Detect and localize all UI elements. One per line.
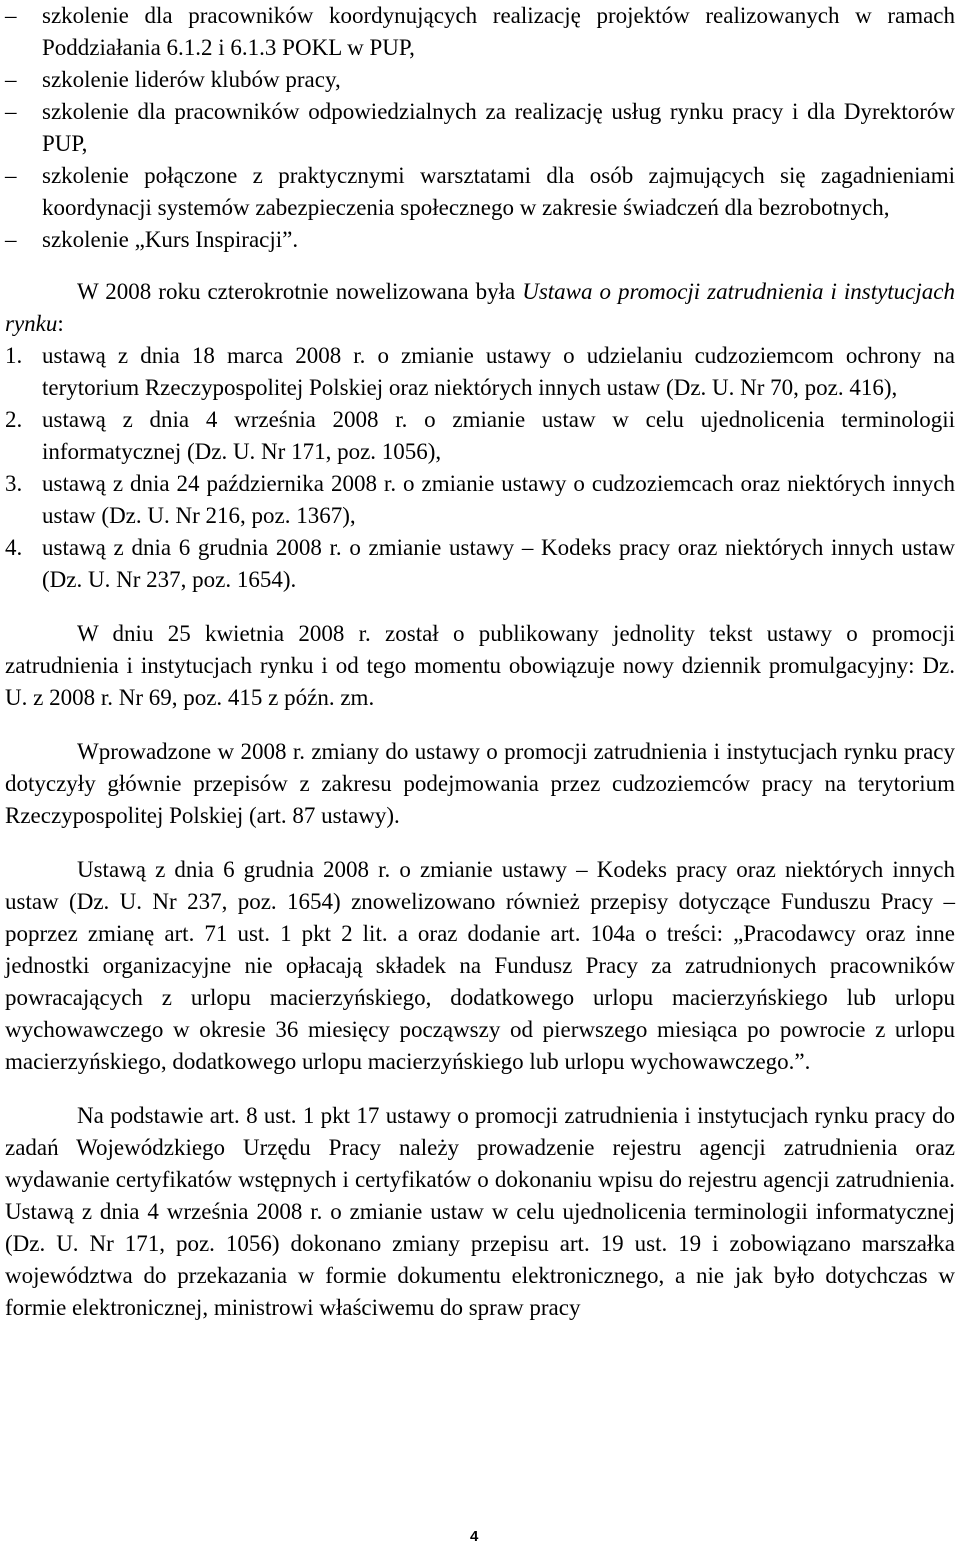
- dash-marker: –: [5, 3, 17, 28]
- amendments-list: [5, 340, 955, 596]
- list-item: [5, 96, 955, 160]
- list-item-text: szkolenie dla pracowników koordynujących realizację projektów realizowanych w ramach Poddziałania 6.1.2 i 6.1.3 POKL w PUP,: [42, 3, 955, 60]
- list-item-text: szkolenie liderów klubów pracy,: [42, 67, 341, 92]
- list-item: [5, 160, 955, 224]
- dash-marker: –: [5, 67, 17, 92]
- dash-marker: –: [5, 227, 17, 252]
- list-item-text: ustawą z dnia 6 grudnia 2008 r. o zmianie ustawy – Kodeks pracy oraz niektórych innych ustaw (Dz. U. Nr 237, poz. 1654).: [42, 535, 955, 592]
- amendments-intro: [5, 276, 955, 340]
- training-list: [5, 0, 955, 256]
- document-page: [5, 0, 955, 1324]
- list-item: [5, 468, 955, 532]
- dash-marker: –: [5, 99, 17, 124]
- intro-text: W 2008 roku czterokrotnie nowelizowana była: [77, 279, 523, 304]
- list-item-text: szkolenie „Kurs Inspiracji”.: [42, 227, 299, 252]
- list-item-text: szkolenie połączone z praktycznymi warsztatami dla osób zajmujących się zagadnieniami koordynacji systemów zabezpieczenia społecznego w zakresie świadczeń dla bezrobotnych,: [42, 163, 955, 220]
- page-number: 4: [470, 1528, 479, 1545]
- paragraph: W dniu 25 kwietnia 2008 r. został o publikowany jednolity tekst ustawy o promocji zatrudnienia i instytucjach rynku i od tego momentu obowiązuje nowy dziennik promulgacyjny: Dz. U. z 2008 r. Nr 69, poz. 415 z późn. zm.: [5, 621, 955, 710]
- paragraph: Na podstawie art. 8 ust. 1 pkt 17 ustawy o promocji zatrudnienia i instytucjach rynku pracy do zadań Wojewódzkiego Urzędu Pracy należy prowadzenie rejestru agencji zatrudnienia oraz wydawanie certyfikatów wstępnych i certyfikatów o dokonaniu wpisu do rejestru agencji zatrudnienia. Ustawą z dnia 4 września 2008 r. o zmianie ustaw w celu ujednolicenia terminologii informatycznej (Dz. U. Nr 171, poz. 1056) dokonano zmiany przepisu art. 19 ust. 19 i zobowiązano marszałka województwa do przekazania w formie dokumentu elektronicznego, a nie jak było dotychczas w formie elektronicznej, ministrowi właściwemu do spraw pracy: [5, 1103, 955, 1320]
- list-item: [5, 532, 955, 596]
- paragraph: Ustawą z dnia 6 grudnia 2008 r. o zmianie ustawy – Kodeks pracy oraz niektórych innych ustaw (Dz. U. Nr 237, poz. 1654) znowelizowano również przepisy dotyczące Funduszu Pracy – poprzez zmianę art. 71 ust. 1 pkt 2 lit. a oraz dodanie art. 104a o treści: „Pracodawcy oraz inne jednostki organizacyjne nie opłacają składek na Fundusz Pracy za zatrudnionych pracowników powracających z urlopu macierzyńskiego, dodatkowego urlopu macierzyńskiego lub urlopu wychowawczego w okresie 36 miesięcy począwszy od pierwszego miesiąca po powrocie z urlopu macierzyńskiego, dodatkowego urlopu macierzyńskiego lub urlopu wychowawczego.”.: [5, 857, 955, 1074]
- dash-marker: –: [5, 163, 17, 188]
- paragraph: Wprowadzone w 2008 r. zmiany do ustawy o promocji zatrudnienia i instytucjach rynku pracy dotyczyły głównie przepisów z zakresu podejmowania przez cudzoziemców pracy na terytorium Rzeczypospolitej Polskiej (art. 87 ustawy).: [5, 739, 955, 828]
- list-item-text: szkolenie dla pracowników odpowiedzialnych za realizację usług rynku pracy i dla Dyrektorów PUP,: [42, 99, 955, 156]
- list-item: [5, 0, 955, 64]
- list-number: 1.: [5, 343, 23, 368]
- list-number: 4.: [5, 535, 23, 560]
- list-item-text: ustawą z dnia 24 października 2008 r. o zmianie ustawy o cudzoziemcach oraz niektórych innych ustaw (Dz. U. Nr 216, poz. 1367),: [42, 471, 955, 528]
- list-number: 3.: [5, 471, 23, 496]
- intro-colon: :: [57, 311, 64, 336]
- list-item-text: ustawą z dnia 4 września 2008 r. o zmianie ustaw w celu ujednolicenia terminologii informatycznej (Dz. U. Nr 171, poz. 1056),: [42, 407, 955, 464]
- list-item: [5, 340, 955, 404]
- list-item: [5, 224, 955, 256]
- list-item: [5, 404, 955, 468]
- list-number: 2.: [5, 407, 23, 432]
- list-item-text: ustawą z dnia 18 marca 2008 r. o zmianie ustawy o udzielaniu cudzoziemcom ochrony na terytorium Rzeczypospolitej Polskiej oraz niektórych innych ustaw (Dz. U. Nr 70, poz. 416),: [42, 343, 955, 400]
- list-item: [5, 64, 955, 96]
- act-title: Ustawa o promocji zatrudnienia i instytucjach rynku: [5, 279, 955, 336]
